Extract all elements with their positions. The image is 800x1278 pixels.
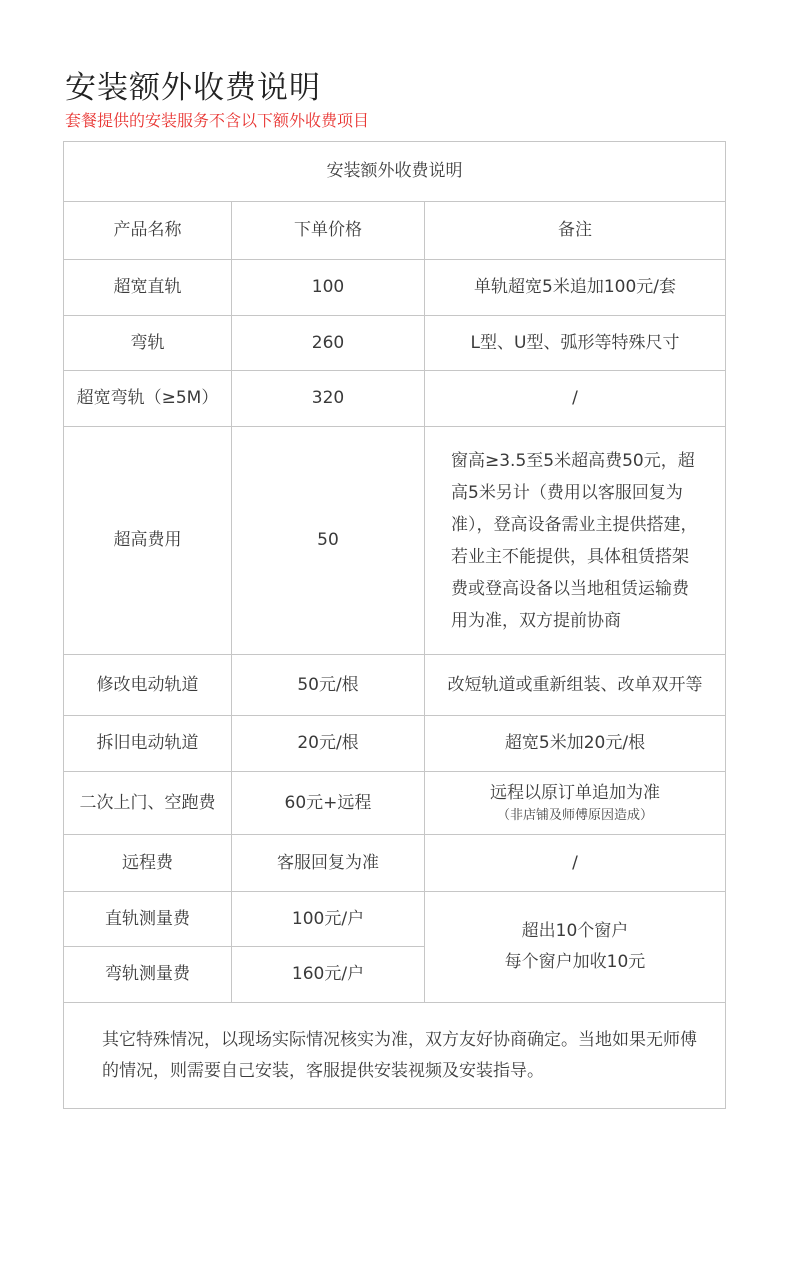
row-price: 160元/户 bbox=[232, 947, 425, 1003]
row-note: / bbox=[425, 371, 726, 427]
measure-note bbox=[425, 892, 726, 1003]
table-row bbox=[64, 427, 726, 655]
page-title: 安装额外收费说明 bbox=[65, 70, 321, 106]
table-row bbox=[64, 716, 726, 772]
table-row bbox=[64, 316, 726, 371]
row-name: 修改电动轨道 bbox=[64, 655, 232, 716]
table-row bbox=[64, 835, 726, 892]
row-note-sub: （非店铺及师傅原因造成） bbox=[496, 808, 653, 823]
row-name: 拆旧电动轨道 bbox=[64, 716, 232, 772]
row-note bbox=[425, 772, 726, 835]
row-price: 100元/户 bbox=[232, 892, 425, 947]
row-note-main: 远程以原订单追加为准 bbox=[490, 783, 660, 803]
table-caption-row bbox=[64, 142, 726, 202]
row-name: 超高费用 bbox=[64, 427, 232, 655]
row-price: 50元/根 bbox=[232, 655, 425, 716]
row-price: 50 bbox=[232, 427, 425, 655]
measure-note-line: 每个窗户加收10元 bbox=[504, 952, 646, 972]
row-price: 20元/根 bbox=[232, 716, 425, 772]
header-price: 下单价格 bbox=[232, 202, 425, 260]
row-price: 260 bbox=[232, 316, 425, 371]
row-name: 弯轨 bbox=[64, 316, 232, 371]
header-note: 备注 bbox=[425, 202, 726, 260]
row-note: 超宽5米加20元/根 bbox=[425, 716, 726, 772]
measure-note-line: 超出10个窗户 bbox=[521, 921, 629, 941]
row-name: 二次上门、空跑费 bbox=[64, 772, 232, 835]
row-name: 超宽弯轨（≥5M） bbox=[64, 371, 232, 427]
row-note: 改短轨道或重新组装、改单双开等 bbox=[425, 655, 726, 716]
table-row bbox=[64, 371, 726, 427]
table-row bbox=[64, 655, 726, 716]
row-price: 客服回复为准 bbox=[232, 835, 425, 892]
table-header-row bbox=[64, 202, 726, 260]
table-row bbox=[64, 892, 726, 947]
row-name: 弯轨测量费 bbox=[64, 947, 232, 1003]
row-note: / bbox=[425, 835, 726, 892]
row-note: L型、U型、弧形等特殊尺寸 bbox=[425, 316, 726, 371]
table-row bbox=[64, 772, 726, 835]
page-subtitle: 套餐提供的安装服务不含以下额外收费项目 bbox=[65, 111, 370, 130]
row-price: 60元+远程 bbox=[232, 772, 425, 835]
row-name: 超宽直轨 bbox=[64, 260, 232, 316]
row-note: 单轨超宽5米追加100元/套 bbox=[425, 260, 726, 316]
row-note: 窗高≥3.5至5米超高费50元，超高5米另计（费用以客服回复为准），登高设备需业主提供搭建，若业主不能提供，具体租赁搭架费或登高设备以当地租赁运输费用为准，双方提前协商 bbox=[425, 427, 726, 655]
table-row bbox=[64, 260, 726, 316]
row-price: 100 bbox=[232, 260, 425, 316]
fee-table bbox=[63, 141, 726, 1109]
row-name: 直轨测量费 bbox=[64, 892, 232, 947]
table-footer: 其它特殊情况，以现场实际情况核实为准，双方友好协商确定。当地如果无师傅的情况，则需要自己安装，客服提供安装视频及安装指导。 bbox=[64, 1003, 726, 1109]
header-name: 产品名称 bbox=[64, 202, 232, 260]
row-name: 远程费 bbox=[64, 835, 232, 892]
table-caption: 安装额外收费说明 bbox=[64, 142, 726, 202]
table-footer-row bbox=[64, 1003, 726, 1109]
row-price: 320 bbox=[232, 371, 425, 427]
